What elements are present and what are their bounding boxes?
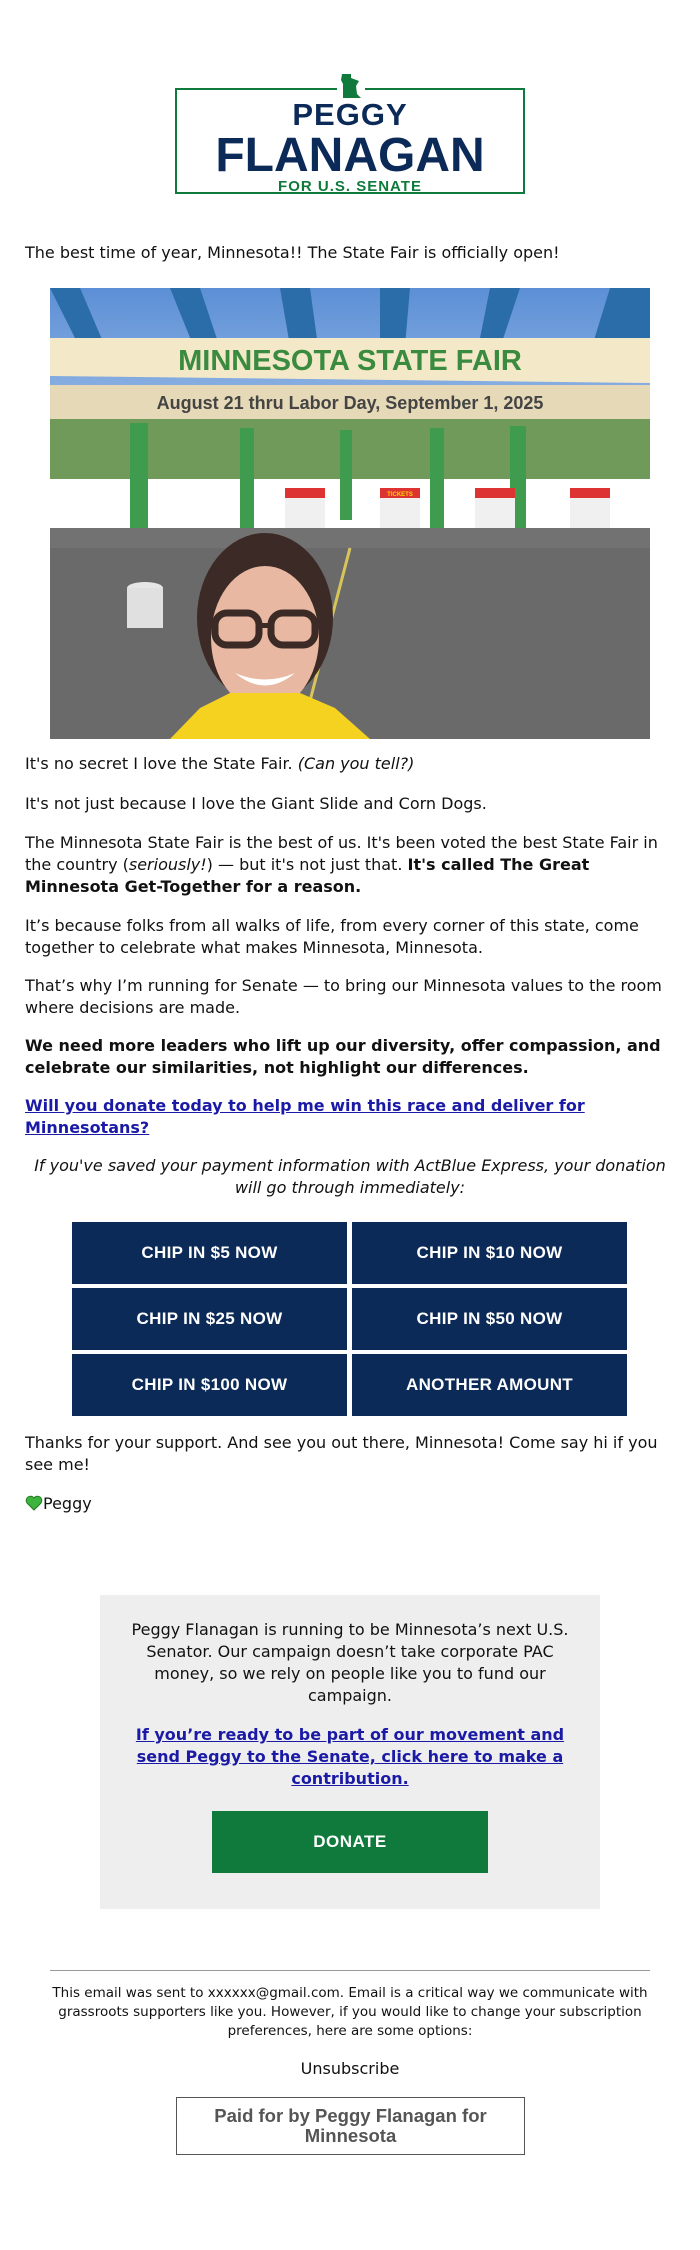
paragraph-best-of-us: [25, 832, 675, 898]
unsubscribe-link[interactable]: Unsubscribe: [300, 2059, 400, 2078]
chip-in-100-button[interactable]: CHIP IN $100 NOW: [72, 1354, 347, 1416]
paragraph-best-of-us-part2: ) — but it's not just that.: [206, 855, 408, 874]
ticket-sign-text: TICKETS: [387, 492, 413, 498]
campaign-logo: [175, 88, 525, 194]
signature-name: Peggy: [43, 1494, 92, 1513]
donate-today-link[interactable]: Will you donate today to help me win this race and deliver for Minnesotans?: [25, 1096, 585, 1137]
chip-in-50-button[interactable]: CHIP IN $50 NOW: [352, 1288, 627, 1350]
paragraph-love-fair: [25, 753, 675, 775]
logo-first-name: PEGGY: [292, 97, 408, 132]
paragraph-folks: It’s because folks from all walks of life, from every corner of this state, come together to celebrate what makes Minnesota, Minnesota.: [25, 916, 639, 957]
closing-text: Thanks for your support. And see you out there, Minnesota! Come say hi if you see me!: [25, 1433, 658, 1474]
intro-text: The best time of year, Minnesota!! The State Fair is officially open!: [25, 243, 560, 262]
logo-last-name: FLANAGAN: [215, 129, 485, 182]
actblue-note: If you've saved your payment information with ActBlue Express, your donation will go through immediately:: [34, 1156, 666, 1197]
contribution-link[interactable]: If you’re ready to be part of our movement and send Peggy to the Senate, click here to make a contribution.: [135, 1725, 565, 1788]
paragraph-leaders: We need more leaders who lift up our diversity, offer compassion, and celebrate our similarities, not highlight our differences.: [25, 1036, 661, 1077]
campaign-info-panel: [100, 1595, 600, 1909]
donate-button[interactable]: DONATE: [212, 1811, 488, 1873]
chip-in-5-button[interactable]: CHIP IN $5 NOW: [72, 1222, 347, 1284]
state-fair-photo-illustration: [50, 288, 650, 739]
paragraph-love-fair-aside: (Can you tell?): [297, 754, 415, 773]
logo-subtitle: FOR U.S. SENATE: [278, 178, 422, 195]
footer-divider: [50, 1970, 650, 1971]
chip-in-25-button[interactable]: CHIP IN $25 NOW: [72, 1288, 347, 1350]
signature: [25, 1493, 675, 1515]
green-heart-icon: [25, 1495, 43, 1511]
banner-title-text: MINNESOTA STATE FAIR: [178, 345, 522, 377]
paragraph-slide-corn-dogs: It's not just because I love the Giant Slide and Corn Dogs.: [25, 794, 487, 813]
banner-dates-text: August 21 thru Labor Day, September 1, 2025: [156, 393, 544, 413]
paragraph-best-of-us-bold: It's called The Great Minnesota Get-Together for a reason.: [25, 855, 590, 896]
paragraph-best-of-us-italic: seriously!: [128, 855, 207, 874]
state-fair-photo: [50, 288, 650, 739]
paragraph-love-fair-main: It's no secret I love the State Fair.: [25, 754, 298, 773]
paragraph-best-of-us-part1: The Minnesota State Fair is the best of us. It's been voted the best State Fair in the country (: [25, 833, 658, 874]
campaign-info-text: Peggy Flanagan is running to be Minnesota’s next U.S. Senator. Our campaign doesn’t take corporate PAC money, so we rely on people like you to fund our campaign.: [131, 1620, 569, 1705]
chip-in-10-button[interactable]: CHIP IN $10 NOW: [352, 1222, 627, 1284]
another-amount-button[interactable]: ANOTHER AMOUNT: [352, 1354, 627, 1416]
footer-text: This email was sent to xxxxxx@gmail.com. Email is a critical way we communicate with grassroots supporters like you. However, if you would like to change your subscription preferences, here are some options:: [52, 1985, 648, 2039]
paid-for-disclaimer: Paid for by Peggy Flanagan for Minnesota: [176, 2097, 525, 2155]
minnesota-state-icon: [337, 72, 365, 100]
paragraph-running-senate: That’s why I’m running for Senate — to bring our Minnesota values to the room where decisions are made.: [25, 976, 662, 1017]
